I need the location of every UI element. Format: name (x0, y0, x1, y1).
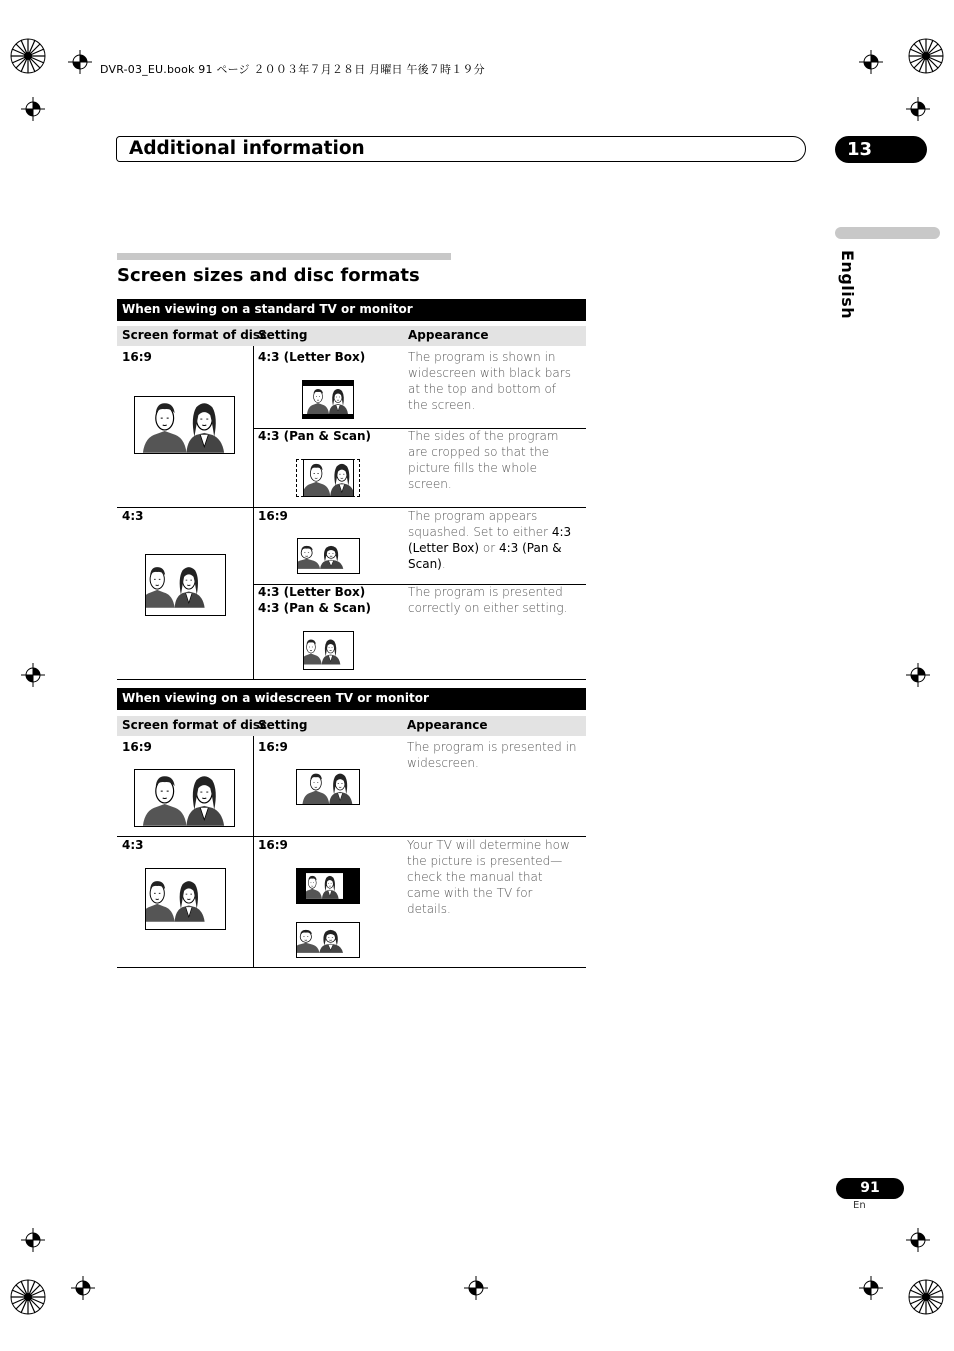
column-divider (253, 736, 254, 967)
column-header-setting: Setting (258, 718, 308, 732)
squashed-tv-illustration (297, 538, 360, 574)
pillarbox-tv-illustration (296, 868, 360, 904)
column-divider (253, 346, 254, 679)
standard-tv-heading: When viewing on a standard TV or monitor (117, 299, 586, 321)
starburst-mark-top-left (8, 36, 48, 76)
wide-tv-heading: When viewing on a widescreen TV or monitor (117, 688, 586, 710)
registration-mark (859, 1276, 883, 1300)
setting-label: 16:9 (258, 838, 288, 852)
tv-16-9-illustration (134, 769, 235, 827)
language-tab (835, 227, 940, 239)
column-header-appearance: Appearance (408, 328, 489, 342)
table-bottom-rule (117, 967, 586, 968)
page-number: 91 (836, 1178, 904, 1199)
starburst-mark-bottom-right (906, 1277, 946, 1317)
setting-label: 16:9 (258, 740, 288, 754)
registration-mark (906, 1228, 930, 1252)
disc-format: 4:3 (122, 838, 144, 852)
chapter-title-bar (116, 136, 806, 162)
setting-label: 4:3 (Letter Box) (258, 585, 366, 599)
wide-tv-column-headers (117, 716, 586, 736)
tv-16-9-illustration (134, 396, 235, 454)
standard-tv-column-headers (117, 326, 586, 346)
registration-mark (464, 1276, 488, 1300)
page-language: En (853, 1200, 866, 1211)
appearance-text: The sides of the program are cropped so that the picture fills the whole screen. (408, 429, 559, 491)
pan-scan-tv-illustration (303, 459, 354, 497)
setting-label: 16:9 (258, 509, 288, 523)
registration-mark (68, 50, 92, 74)
registration-mark (21, 663, 45, 687)
starburst-mark-top-right (906, 36, 946, 76)
registration-mark (906, 663, 930, 687)
appearance-text: The program appears squashed. Set to either 4:3 (Letter Box) or 4:3 (Pan & Scan). (408, 509, 572, 571)
appearance-text: Your TV will determine how the picture is presented—check the manual that came with the TV for details. (407, 838, 570, 916)
disc-format: 4:3 (122, 509, 144, 523)
registration-mark (906, 97, 930, 121)
section-rule (117, 253, 451, 260)
disc-format: 16:9 (122, 740, 152, 754)
table-bottom-rule (117, 679, 586, 680)
column-header-setting: Setting (258, 328, 308, 342)
column-header-format: Screen format of disc (122, 718, 268, 732)
registration-mark (859, 50, 883, 74)
setting-label: 4:3 (Letter Box) (258, 350, 366, 364)
setting-label: 4:3 (Pan & Scan) (258, 429, 371, 443)
widescreen-tv-illustration (296, 769, 360, 805)
column-header-format: Screen format of disc (122, 328, 268, 342)
stretched-tv-illustration (296, 922, 360, 958)
registration-mark (71, 1276, 95, 1300)
chapter-number-badge: 13 (835, 136, 927, 163)
setting-label: 4:3 (Pan & Scan) (258, 601, 371, 615)
print-file-info: DVR-03_EU.book 91 ページ ２００３年７月２８日 月曜日 午後７時１９分 (100, 63, 485, 76)
correct-tv-illustration (303, 631, 354, 670)
language-label: English (838, 250, 857, 320)
chapter-title: Additional information (129, 138, 365, 159)
appearance-text: The program is presented correctly on either setting. (408, 585, 568, 615)
registration-mark (21, 97, 45, 121)
tv-4-3-illustration (145, 554, 226, 616)
tv-4-3-illustration (145, 868, 226, 930)
appearance-text: The program is shown in widescreen with black bars at the top and bottom of the screen. (408, 350, 571, 412)
appearance-text: The program is presented in widescreen. (407, 740, 577, 770)
registration-mark (21, 1228, 45, 1252)
section-title: Screen sizes and disc formats (117, 265, 420, 286)
starburst-mark-bottom-left (8, 1277, 48, 1317)
disc-format: 16:9 (122, 350, 152, 364)
letterbox-tv-illustration (302, 380, 354, 419)
column-header-appearance: Appearance (407, 718, 488, 732)
